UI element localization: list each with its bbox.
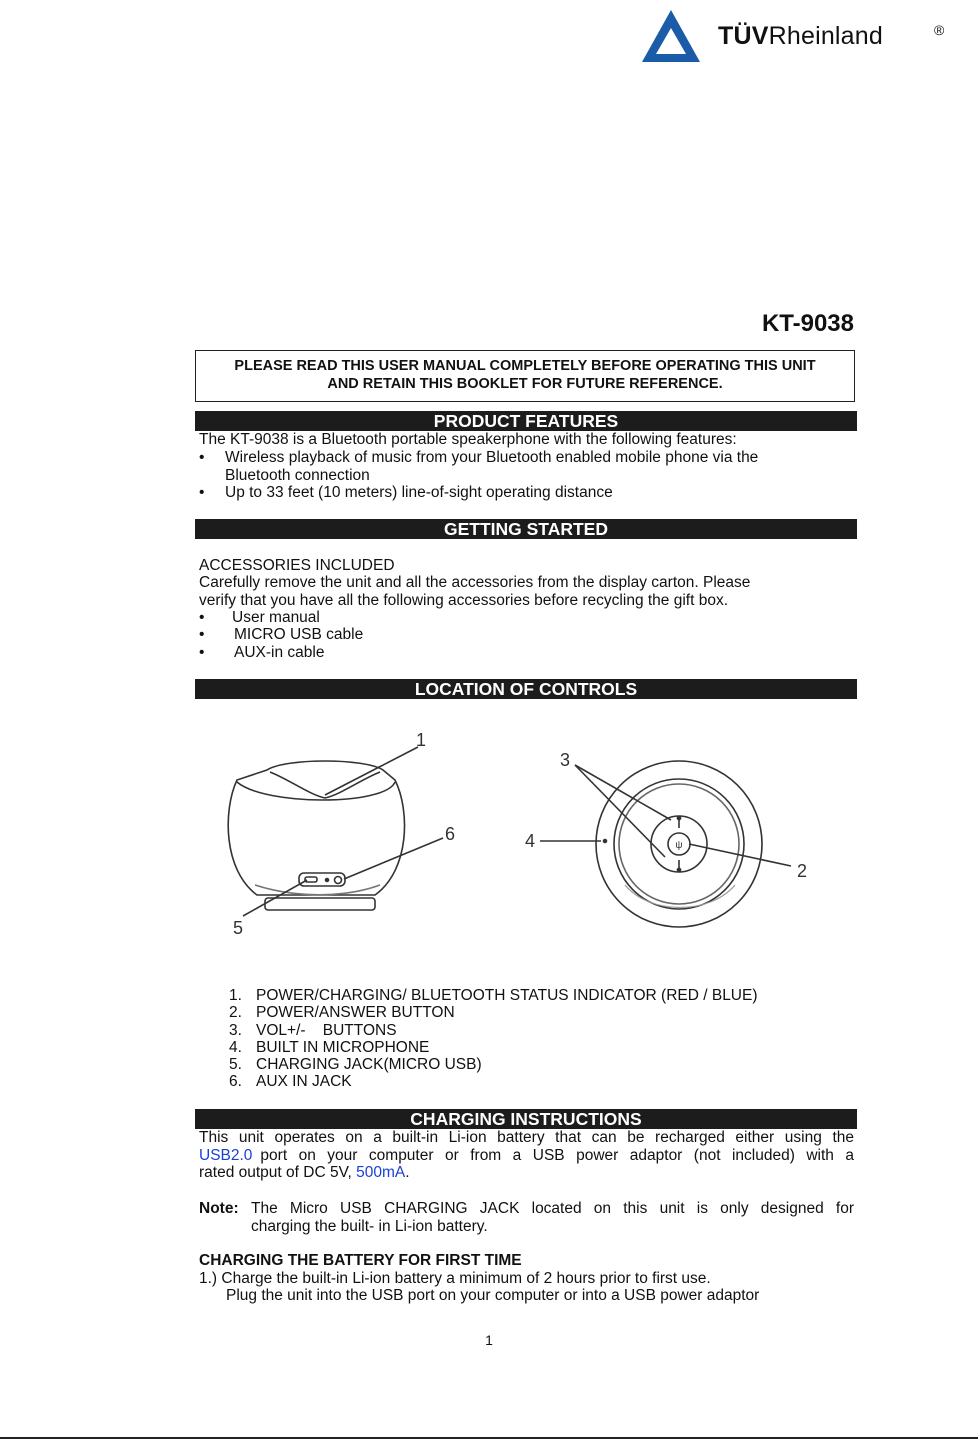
control-item-label: VOL+/- BUTTONS <box>256 1021 397 1039</box>
first-charge-step-1-cont: Plug the unit into the USB port on your computer or into a USB power adaptor <box>226 1287 760 1304</box>
callout-2: 2 <box>797 861 808 881</box>
control-item <box>229 1022 758 1039</box>
control-item-number: 5. <box>229 1056 242 1074</box>
control-item-number: 4. <box>229 1038 242 1056</box>
read-manual-notice <box>195 350 855 402</box>
bullet-icon: • <box>199 449 205 466</box>
charging-instructions-heading: CHARGING INSTRUCTIONS <box>195 1109 857 1129</box>
control-item-number: 2. <box>229 1004 242 1022</box>
control-item-label: BUILT IN MICROPHONE <box>256 1038 430 1056</box>
getting-started-heading: GETTING STARTED <box>195 519 857 539</box>
location-of-controls-heading: LOCATION OF CONTROLS <box>195 679 857 699</box>
callout-6: 6 <box>445 824 456 844</box>
control-item <box>229 1073 758 1090</box>
bullet-icon: • <box>199 484 205 501</box>
note-label: Note: <box>199 1200 239 1217</box>
logo-wordmark: TÜVRheinland <box>718 22 883 50</box>
notice-line-2: AND RETAIN THIS BOOKLET FOR FUTURE REFERENCE. <box>327 376 723 392</box>
speaker-side-view <box>228 761 404 910</box>
accessory-item: • MICRO USB cable <box>199 626 364 643</box>
control-item-label: POWER/ANSWER BUTTON <box>256 1004 455 1022</box>
first-charge-step-1: 1.) Charge the built-in Li-ion battery a minimum of 2 hours prior to first use. <box>199 1270 711 1287</box>
charging-note: Note: The Micro USB CHARGING JACK located on this unit is only designed for charging the built- in Li-ion battery. <box>199 1200 854 1235</box>
bullet-icon: • <box>199 626 205 643</box>
control-item-number: 3. <box>229 1021 242 1039</box>
control-item-number: 6. <box>229 1073 242 1091</box>
control-item-label: CHARGING JACK(MICRO USB) <box>256 1056 482 1074</box>
tuv-triangle-icon <box>640 8 702 64</box>
control-item <box>229 987 758 1004</box>
callout-4: 4 <box>525 831 536 851</box>
control-item <box>229 1004 758 1021</box>
current-rating: 500mA <box>356 1164 406 1181</box>
bullet-icon: • <box>199 609 205 626</box>
controls-diagram <box>195 720 857 950</box>
first-charge-heading: CHARGING THE BATTERY FOR FIRST TIME <box>199 1252 522 1269</box>
control-item <box>229 1039 758 1056</box>
charging-paragraph: This unit operates on a built-in Li-ion battery that can be recharged either using the USB2.0 port on your computer or from a USB power adaptor (not included) with a rated output of DC 5V, 500mA. <box>199 1129 854 1181</box>
speaker-top-view <box>596 761 762 927</box>
control-item-label: AUX IN JACK <box>256 1073 352 1091</box>
feature-bullet-1: • Wireless playback of music from your Bluetooth enabled mobile phone via the Bluetooth connection <box>199 449 759 484</box>
accessories-text-1: Carefully remove the unit and all the accessories from the display carton. Please <box>199 574 751 591</box>
tuv-rheinland-logo <box>640 8 960 64</box>
page-number: 1 <box>485 1332 493 1348</box>
feature-bullet-2: • Up to 33 feet (10 meters) line-of-sight operating distance <box>199 484 613 501</box>
accessory-item: • AUX-in cable <box>199 644 325 661</box>
registered-mark: ® <box>934 22 945 38</box>
features-intro: The KT-9038 is a Bluetooth portable speakerphone with the following features: <box>199 431 737 448</box>
accessories-text-2: verify that you have all the following accessories before recycling the gift box. <box>199 592 728 609</box>
bullet-icon: • <box>199 644 205 661</box>
callout-5: 5 <box>233 918 244 938</box>
control-item <box>229 1056 758 1073</box>
callout-1: 1 <box>416 730 427 750</box>
control-item-label: POWER/CHARGING/ BLUETOOTH STATUS INDICATOR (RED / BLUE) <box>256 987 758 1004</box>
callout-3: 3 <box>560 750 571 770</box>
accessories-subheading: ACCESSORIES INCLUDED <box>199 557 395 574</box>
notice-line-1: PLEASE READ THIS USER MANUAL COMPLETELY BEFORE OPERATING THIS UNIT <box>234 358 816 374</box>
model-number: KT-9038 <box>761 310 854 337</box>
accessory-item: • User manual <box>199 609 320 626</box>
usb-version: USB2.0 <box>199 1146 253 1164</box>
controls-list <box>229 987 758 1091</box>
svg-text:ψ: ψ <box>675 840 683 851</box>
footer-rule <box>0 1437 978 1439</box>
product-features-heading: PRODUCT FEATURES <box>195 411 857 431</box>
control-item-number: 1. <box>229 987 242 1004</box>
